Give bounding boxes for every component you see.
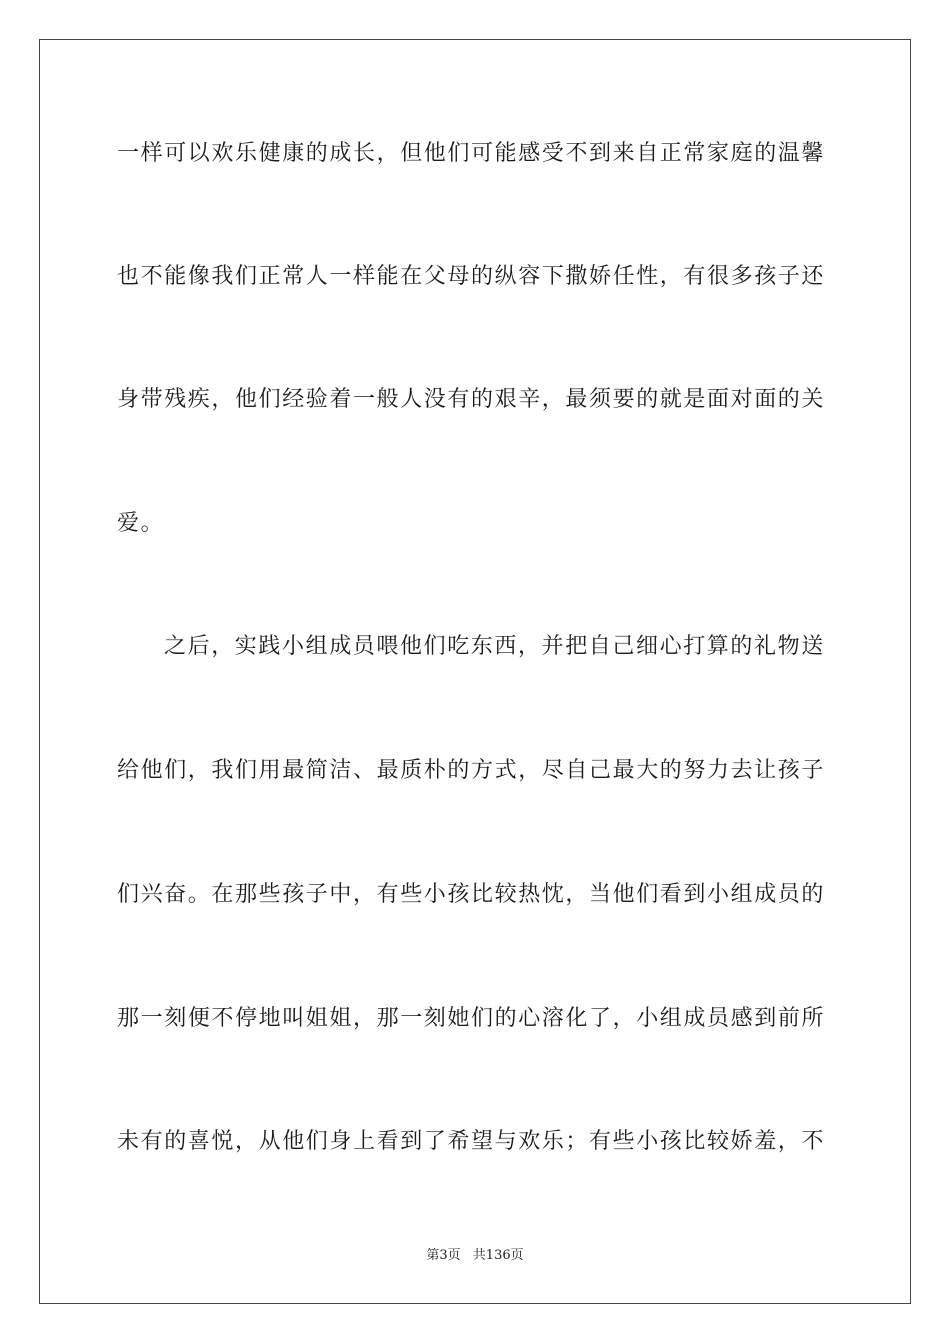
page-number: 第3页 <box>426 1248 461 1263</box>
text-line-6: 给他们，我们用最简洁、最质朴的方式，尽自己最大的努力去让孩子 <box>117 758 826 783</box>
text-line-7: 们兴奋。在那些孩子中，有些小孩比较热忱，当他们看到小组成员的 <box>117 882 826 907</box>
page-footer <box>0 1247 950 1265</box>
text-line-3: 身带残疾，他们经验着一般人没有的艰辛，最须要的就是面对面的关 <box>117 387 826 412</box>
page-border <box>39 39 911 1304</box>
text-line-5: 之后，实践小组成员喂他们吃东西，并把自己细心打算的礼物送 <box>164 634 825 659</box>
text-line-4: 爱。 <box>117 511 165 536</box>
text-line-2: 也不能像我们正常人一样能在父母的纵容下撒娇任性，有很多孩子还 <box>117 264 826 289</box>
text-line-8: 那一刻便不停地叫姐姐，那一刻她们的心溶化了，小组成员感到前所 <box>117 1006 826 1031</box>
text-line-9: 未有的喜悦，从他们身上看到了希望与欢乐；有些小孩比较娇羞，不 <box>117 1129 826 1154</box>
text-line-1: 一样可以欢乐健康的成长，但他们可能感受不到来自正常家庭的温馨 <box>117 141 826 166</box>
total-pages: 共136页 <box>472 1248 524 1263</box>
